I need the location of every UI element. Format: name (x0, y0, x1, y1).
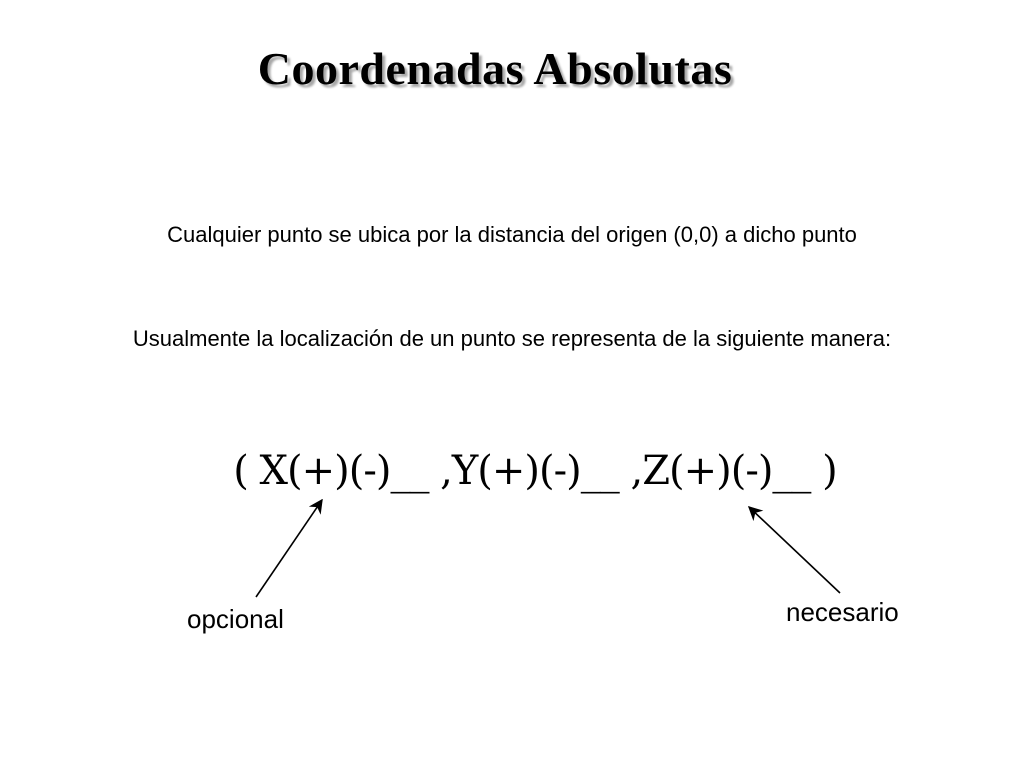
coordinate-formula: ( X(+)(-)__ ,Y(+)(-)__ ,Z(+)(-)__ ) (233, 448, 837, 494)
arrow-to-optional (256, 500, 322, 597)
slide-title: Coordenadas Absolutas (257, 43, 733, 94)
description-paragraph: Cualquier punto se ubica por la distancia del origen (0,0) a dicho punto (167, 222, 857, 247)
arrow-to-required (749, 507, 840, 593)
required-label: necesario (786, 597, 899, 627)
optional-label: opcional (187, 604, 284, 634)
representation-paragraph: Usualmente la localización de un punto se representa de la siguiente manera: (132, 326, 892, 351)
